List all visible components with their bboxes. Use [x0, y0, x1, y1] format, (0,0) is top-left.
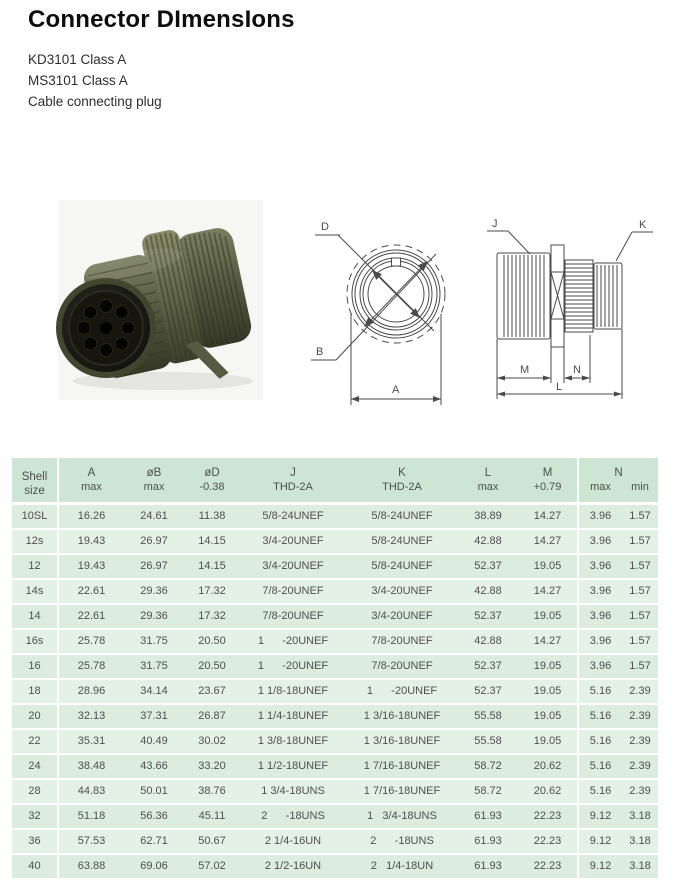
dimensions-table	[12, 458, 658, 880]
dimension-cell: 42.88	[458, 629, 518, 654]
dimension-cell: 20.50	[184, 629, 240, 654]
dimension-cell: 55.58	[458, 704, 518, 729]
shell-size-cell: 16	[12, 654, 58, 679]
dimension-cell: 7/8-20UNEF	[240, 604, 346, 629]
shell-size-cell: 32	[12, 804, 58, 829]
col-header-m: M	[518, 458, 578, 480]
dimension-cell: 24.61	[124, 504, 184, 530]
dim-label-a: A	[392, 384, 400, 396]
dimension-cell: 38.89	[458, 504, 518, 530]
dimension-cell: 2 -18UNS	[346, 829, 458, 854]
dimension-cell: 26.97	[124, 554, 184, 579]
dimension-cell: 55.58	[458, 729, 518, 754]
subtitle-line: MS3101 Class A	[28, 73, 128, 88]
dimension-cell: 52.37	[458, 654, 518, 679]
dimension-cell: 1 1/4-18UNEF	[240, 704, 346, 729]
dimension-cell: 1 3/4-18UNS	[240, 779, 346, 804]
dimension-cell: 5.16	[578, 704, 622, 729]
dimension-cell: 1.57	[622, 629, 658, 654]
connector-photo	[58, 200, 263, 400]
dimension-cell: 63.88	[58, 854, 124, 879]
col-header-n: N	[578, 458, 658, 480]
dimension-cell: 17.32	[184, 604, 240, 629]
dimension-cell: 3.18	[622, 829, 658, 854]
subheader-n-min: min	[622, 480, 658, 504]
table-row	[12, 729, 658, 754]
dimension-cell: 22.23	[518, 829, 578, 854]
table-row	[12, 629, 658, 654]
shell-size-cell: 12s	[12, 529, 58, 554]
dimension-cell: 2 1/4-16UN	[240, 829, 346, 854]
dimension-cell: 3.96	[578, 654, 622, 679]
dimension-cell: 25.78	[58, 654, 124, 679]
dimension-cell: 1 1/8-18UNEF	[240, 679, 346, 704]
shell-size-cell: 20	[12, 704, 58, 729]
dimension-cell: 14.15	[184, 529, 240, 554]
col-header-b: øB	[124, 458, 184, 480]
dimension-cell: 3/4-20UNEF	[346, 579, 458, 604]
connector-photo-image	[58, 200, 263, 400]
dimension-cell: 3/4-20UNEF	[240, 554, 346, 579]
shell-size-cell: 18	[12, 679, 58, 704]
table-row	[12, 504, 658, 530]
subheader-m: +0.79	[518, 480, 578, 504]
dimension-cell: 32.13	[58, 704, 124, 729]
dimension-cell: 19.05	[518, 604, 578, 629]
dimension-cell: 30.02	[184, 729, 240, 754]
shell-size-cell: 36	[12, 829, 58, 854]
dimension-cell: 14.27	[518, 629, 578, 654]
dimension-cell: 37.31	[124, 704, 184, 729]
dimension-cell: 19.43	[58, 554, 124, 579]
keyway	[392, 258, 401, 266]
dim-label-l: L	[556, 381, 563, 393]
col-header-k: K	[346, 458, 458, 480]
col-header-d: øD	[184, 458, 240, 480]
table-row	[12, 604, 658, 629]
subheader-b: max	[124, 480, 184, 504]
subtitle-line: Cable connecting plug	[28, 94, 162, 109]
dimension-cell: 38.48	[58, 754, 124, 779]
dimension-cell: 2 1/4-18UN	[346, 854, 458, 879]
table-row	[12, 854, 658, 879]
dimension-cell: 57.53	[58, 829, 124, 854]
dimension-cell: 9.12	[578, 854, 622, 879]
table-header	[12, 458, 658, 504]
dimension-cell: 29.36	[124, 579, 184, 604]
dimension-cell: 1 3/8-18UNEF	[240, 729, 346, 754]
dimension-cell: 22.23	[518, 804, 578, 829]
table-row	[12, 554, 658, 579]
dimension-cell: 5.16	[578, 754, 622, 779]
dimension-cell: 29.36	[124, 604, 184, 629]
subheader-n-max: max	[578, 480, 622, 504]
dimension-cell: 7/8-20UNEF	[346, 629, 458, 654]
dimension-cell: 1 1/2-18UNEF	[240, 754, 346, 779]
dimension-cell: 5.16	[578, 779, 622, 804]
shell-size-cell: 28	[12, 779, 58, 804]
col-header-l: L	[458, 458, 518, 480]
dimension-cell: 3.18	[622, 804, 658, 829]
shell-size-cell: 16s	[12, 629, 58, 654]
dimension-cell: 52.37	[458, 679, 518, 704]
dim-label-m: M	[520, 364, 530, 376]
dimension-cell: 1 7/16-18UNEF	[346, 754, 458, 779]
dimension-cell: 40.49	[124, 729, 184, 754]
dimension-cell: 19.05	[518, 679, 578, 704]
dimension-cell: 14.27	[518, 579, 578, 604]
dimension-cell: 26.97	[124, 529, 184, 554]
dim-label-b: B	[316, 346, 324, 358]
dimension-cell: 22.23	[518, 854, 578, 879]
dimension-cell: 1.57	[622, 579, 658, 604]
dimension-cell: 17.32	[184, 579, 240, 604]
dimension-cell: 3.96	[578, 529, 622, 554]
dimension-cell: 61.93	[458, 854, 518, 879]
dim-label-n: N	[573, 364, 581, 376]
dimension-cell: 9.12	[578, 804, 622, 829]
subtitle-line: KD3101 Class A	[28, 52, 127, 67]
dimension-cell: 11.38	[184, 504, 240, 530]
dimension-cell: 1 -20UNEF	[346, 679, 458, 704]
dimension-cell: 2 1/2-16UN	[240, 854, 346, 879]
dimension-cell: 22.61	[58, 579, 124, 604]
shell-size-cell: 24	[12, 754, 58, 779]
subheader-k: THD-2A	[346, 480, 458, 504]
dimension-cell: 44.83	[58, 779, 124, 804]
subheader-l: max	[458, 480, 518, 504]
dimension-cell: 19.05	[518, 704, 578, 729]
dimension-cell: 22.61	[58, 604, 124, 629]
dimension-cell: 14.27	[518, 529, 578, 554]
dimension-cell: 1.57	[622, 604, 658, 629]
dimension-cell: 43.66	[124, 754, 184, 779]
dimension-cell: 9.12	[578, 829, 622, 854]
table-row	[12, 804, 658, 829]
table-row	[12, 654, 658, 679]
dimension-cell: 2.39	[622, 704, 658, 729]
dimension-cell: 19.05	[518, 554, 578, 579]
dimension-cell: 2.39	[622, 779, 658, 804]
shell-size-cell: 10SL	[12, 504, 58, 530]
shell-size-cell: 14	[12, 604, 58, 629]
shell-size-cell: 12	[12, 554, 58, 579]
dimension-cell: 7/8-20UNEF	[346, 654, 458, 679]
dimension-cell: 58.72	[458, 754, 518, 779]
dimension-cell: 38.76	[184, 779, 240, 804]
dimension-cell: 58.72	[458, 779, 518, 804]
dimension-cell: 34.14	[124, 679, 184, 704]
table-row	[12, 754, 658, 779]
side-view-drawing	[480, 202, 665, 412]
shell-size-cell: 14s	[12, 579, 58, 604]
dimension-cell: 45.11	[184, 804, 240, 829]
dimension-cell: 28.96	[58, 679, 124, 704]
dimension-cell: 33.20	[184, 754, 240, 779]
front-view-drawing	[288, 202, 473, 414]
dimension-cell: 5.16	[578, 729, 622, 754]
col-header-a: A	[58, 458, 124, 480]
dimension-cell: 51.18	[58, 804, 124, 829]
table-row	[12, 829, 658, 854]
dimension-cell: 7/8-20UNEF	[240, 579, 346, 604]
dimension-cell: 20.62	[518, 754, 578, 779]
dimension-cell: 52.37	[458, 604, 518, 629]
dim-label-k: K	[639, 219, 647, 231]
table-row	[12, 579, 658, 604]
dimension-cell: 61.93	[458, 829, 518, 854]
dimension-cell: 5/8-24UNEF	[240, 504, 346, 530]
table-row	[12, 679, 658, 704]
dimension-cell: 62.71	[124, 829, 184, 854]
dimension-cell: 20.62	[518, 779, 578, 804]
dim-label-j: J	[492, 218, 498, 230]
dimension-cell: 3.18	[622, 854, 658, 879]
dimension-cell: 5/8-24UNEF	[346, 529, 458, 554]
dimension-cell: 2.39	[622, 754, 658, 779]
dimension-cell: 3.96	[578, 554, 622, 579]
dimension-cell: 19.43	[58, 529, 124, 554]
dimension-cell: 42.88	[458, 529, 518, 554]
dimension-cell: 2.39	[622, 729, 658, 754]
dimension-cell: 2 -18UNS	[240, 804, 346, 829]
dimension-cell: 14.27	[518, 504, 578, 530]
dimension-cell: 50.67	[184, 829, 240, 854]
dimensions-table-body	[12, 504, 658, 880]
dimension-cell: 1.57	[622, 504, 658, 530]
dimension-cell: 5/8-24UNEF	[346, 504, 458, 530]
dimension-cell: 42.88	[458, 579, 518, 604]
subheader-j: THD-2A	[240, 480, 346, 504]
col-header-shell-size: Shell size	[12, 458, 58, 504]
dimension-cell: 1 -20UNEF	[240, 629, 346, 654]
dimension-cell: 3.96	[578, 629, 622, 654]
dimension-cell: 1 -20UNEF	[240, 654, 346, 679]
dimension-cell: 2.39	[622, 679, 658, 704]
table-row	[12, 779, 658, 804]
dimension-cell: 19.05	[518, 729, 578, 754]
subheader-d: -0.38	[184, 480, 240, 504]
dimension-cell: 57.02	[184, 854, 240, 879]
dimension-cell: 52.37	[458, 554, 518, 579]
dimension-cell: 3.96	[578, 579, 622, 604]
dimension-cell: 19.05	[518, 654, 578, 679]
dimension-cell: 56.36	[124, 804, 184, 829]
dimension-cell: 14.15	[184, 554, 240, 579]
dimension-cell: 25.78	[58, 629, 124, 654]
shell-size-cell: 40	[12, 854, 58, 879]
dimension-cell: 69.06	[124, 854, 184, 879]
dim-label-d: D	[321, 221, 329, 233]
dimension-cell: 3.96	[578, 504, 622, 530]
dimension-cell: 3/4-20UNEF	[240, 529, 346, 554]
dimension-cell: 50.01	[124, 779, 184, 804]
dimension-cell: 1.57	[622, 529, 658, 554]
dimension-cell: 61.93	[458, 804, 518, 829]
shell-size-cell: 22	[12, 729, 58, 754]
subtitle-block	[28, 49, 162, 112]
table-row	[12, 704, 658, 729]
subheader-a: max	[58, 480, 124, 504]
col-header-j: J	[240, 458, 346, 480]
dimension-cell: 5.16	[578, 679, 622, 704]
dimension-cell: 20.50	[184, 654, 240, 679]
dimension-cell: 23.67	[184, 679, 240, 704]
dimension-cell: 1 3/16-18UNEF	[346, 704, 458, 729]
dimension-cell: 1 3/16-18UNEF	[346, 729, 458, 754]
dimension-cell: 5/8-24UNEF	[346, 554, 458, 579]
dimension-cell: 35.31	[58, 729, 124, 754]
dimension-cell: 3.96	[578, 604, 622, 629]
connector-face	[56, 278, 156, 378]
dimension-cell: 16.26	[58, 504, 124, 530]
dimension-cell: 26.87	[184, 704, 240, 729]
dimension-cell: 31.75	[124, 629, 184, 654]
page-title: Connector DImensIons	[28, 6, 295, 33]
dimension-cell: 1 7/16-18UNEF	[346, 779, 458, 804]
dimension-cell: 3/4-20UNEF	[346, 604, 458, 629]
dimension-cell: 1.57	[622, 554, 658, 579]
table-row	[12, 529, 658, 554]
dimension-cell: 1 3/4-18UNS	[346, 804, 458, 829]
dimension-cell: 1.57	[622, 654, 658, 679]
dimension-cell: 31.75	[124, 654, 184, 679]
